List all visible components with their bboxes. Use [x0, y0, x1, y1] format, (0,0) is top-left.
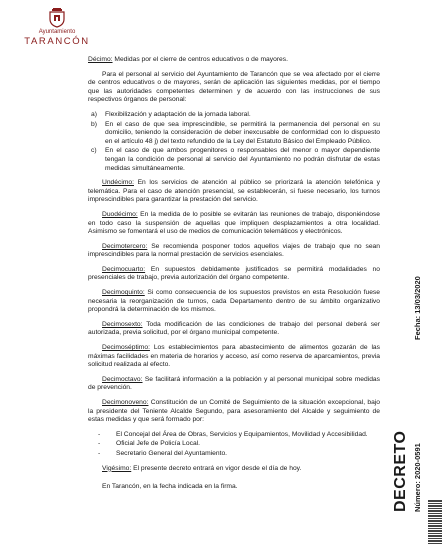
paragraph-vigesimo: Vigésimo: El presente decreto entrará en vigor desde el día de hoy. — [102, 464, 302, 472]
decree-stamp-title: DECRETO — [392, 430, 409, 512]
paragraph-decimonoveno: Decimonoveno: Constitución de un Comité de Seguimiento de la situación excepcional, bajo la presidente del Teniente Alcalde Segundo, para asesoramiento del Alcalde y seguimiento de estas medidas y que será formado por: — [88, 399, 380, 424]
paragraph-decimocuarto: Decimocuarto: En supuestos debidamente justificados se permitirá modalidades no presenciales de trabajo, previa autorización del órgano competente. — [88, 265, 380, 282]
list-item: - El Concejal del Área de Obras, Servicios y Equipamientos, Movilidad y Accesibilidad. — [98, 430, 368, 438]
paragraph-decimoctavo: Decimoctavo: Se facilitará información a la población y al personal municipal sobre medidas de prevención. — [88, 375, 380, 392]
logo-title: TARANCÓN — [24, 36, 90, 47]
decree-date: Fecha: 13/03/2020 — [413, 276, 422, 340]
clause-text: Medidas por el cierre de centros educativos o de mayores. — [112, 56, 288, 63]
municipal-logo — [12, 8, 102, 47]
paragraph-duodecimo: Duodécimo: En la medida de lo posible se evitarán las reuniones de trabajo, disponiéndose en todo caso la suspensión de aquellas que impliquen desplazamientos a otra localidad. Asimismo se fomentará el uso de medios de comunicación telemáticos y electrónicos. — [88, 210, 380, 236]
paragraph-decimo — [88, 56, 380, 65]
committee-list — [88, 431, 380, 459]
measures-list — [88, 111, 380, 173]
paragraph-decimoquinto: Decimoquinto: Si como consecuencia de los supuestos previstos en esta Resolución fuese necesaria la reorganización de turnos, cada Departamento dentro de su ámbito organizativo propondrá la determinación de los mismos. — [88, 289, 380, 314]
list-item: c) En el caso de que ambos progenitores o responsables del menor o mayor dependiente tengan la condición de personal al servicio del Ayuntamiento no podrán disfrutar de estas medidas simultáneamente. — [91, 147, 380, 172]
closing-line: En Tarancón, en la fecha indicada en la firma. — [102, 483, 238, 491]
paragraph-decimosexto: Decimosexto: Toda modificación de las condiciones de trabajo del personal deberá ser autorizada, previa solicitud, por el órgano municipal competente. — [88, 320, 380, 337]
logo-subtitle: Ayuntamiento — [38, 29, 76, 35]
paragraph-decimotercero: Decimotercero: Se recomienda posponer todos aquellos viajes de trabajo que no sean imprescindibles para la normal prestación de servicios esenciales. — [88, 242, 380, 259]
coat-of-arms-icon — [49, 8, 65, 28]
list-item: b) En el caso de que sea imprescindible, se permitirá la permanencia del personal en su domicilio, teniendo la consideración de deber inexcusable de conformidad con lo dispuesto en el artículo 48 j) del texto refundido de la Ley del Estatuto Básico del Empleado Público. — [91, 120, 380, 145]
paragraph-intro: Para el personal al servicio del Ayuntamiento de Tarancón que se vea afectado por el cierre de centros educativos o de mayores, serán de aplicación las siguientes medidas, por el tiempo que las autoridades competentes determinen y de acuerdo con las instrucciones de sus respectivos órganos de personal: — [88, 70, 380, 104]
list-item: - Secretario General del Ayuntamiento. — [98, 449, 228, 457]
decree-body — [88, 56, 380, 498]
verification-barcode — [428, 500, 442, 544]
list-item: a) Flexibilización y adaptación de la jornada laboral. — [91, 110, 251, 118]
decree-number: Número: 2020-0591 — [413, 443, 422, 512]
paragraph-decimoseptimo: Decimoséptimo: Los establecimientos para abastecimiento de alimentos gozarán de las máximas facilidades en materia de horarios y acceso, así como reserva de aparcamientos, previa solicitud realizada al efecto. — [88, 344, 380, 369]
paragraph-undecimo: Undécimo: En los servicios de atención al público se priorizará la atención telefónica y telemática. Para el caso de atención presencial, se establecerán, si fuese necesario, los turnos imprescindibles para garantizar la prestación del servicio. — [88, 179, 380, 204]
clause-label: Décimo: — [88, 56, 113, 63]
list-item: - Oficial Jefe de Policía Local. — [98, 440, 201, 448]
